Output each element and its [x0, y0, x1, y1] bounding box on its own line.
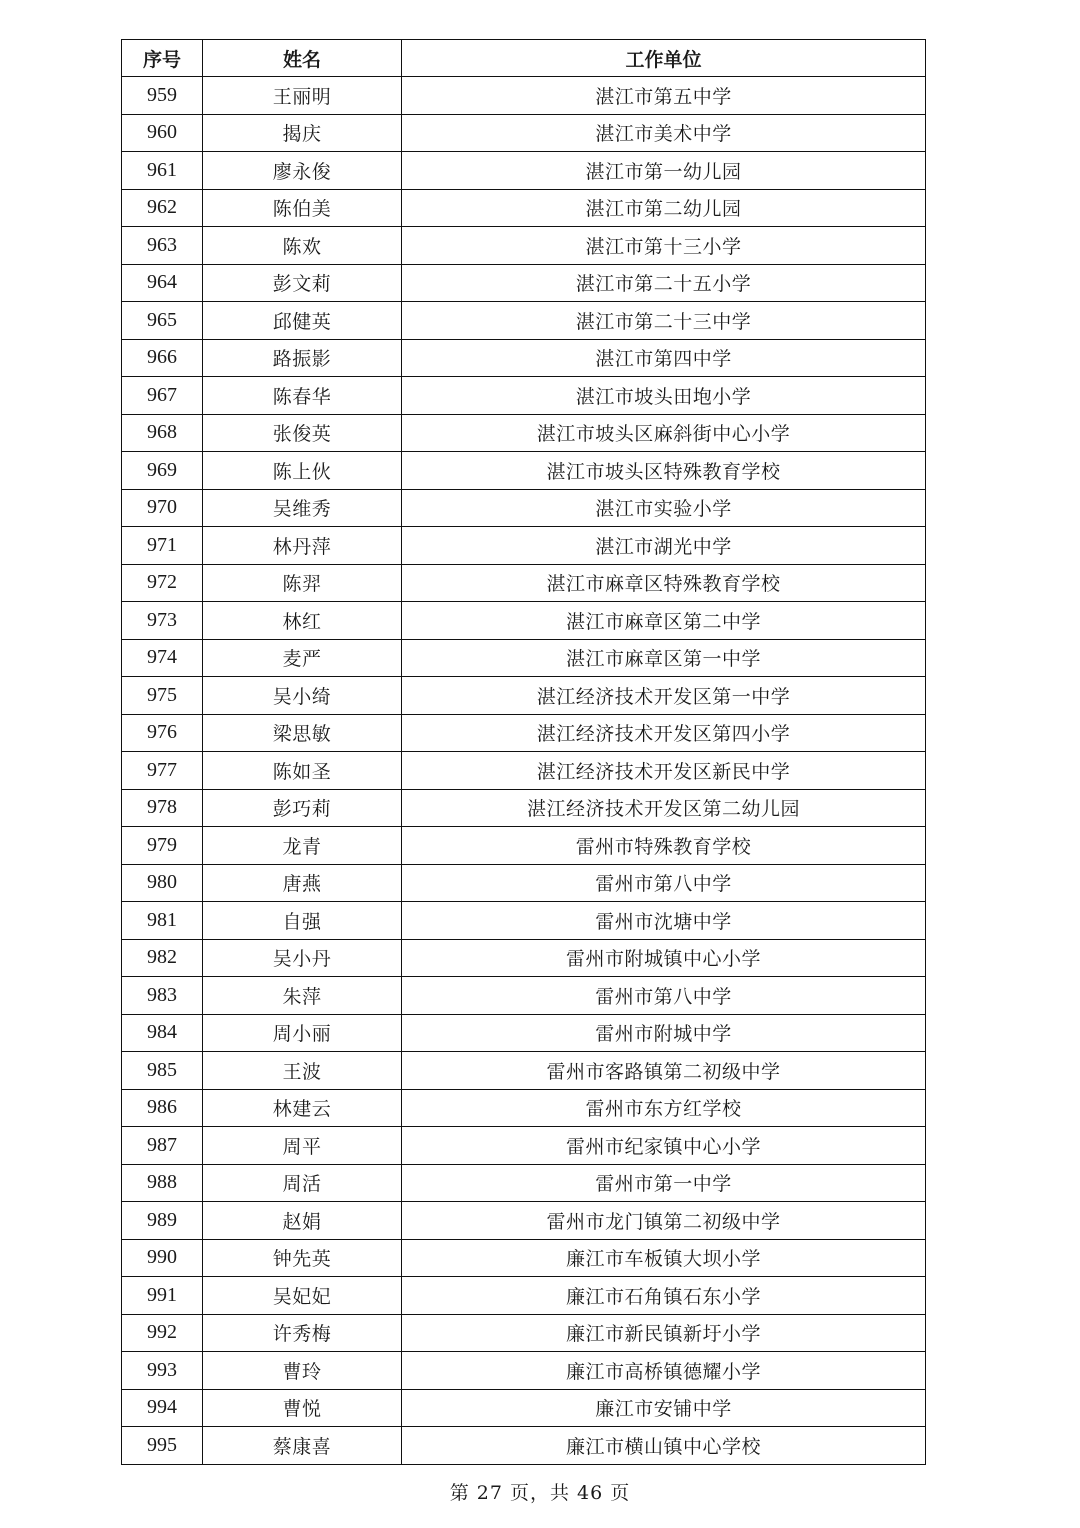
cell-workplace: 湛江经济技术开发区第四小学 — [402, 714, 926, 752]
header-workplace: 工作单位 — [402, 40, 926, 77]
header-serial-number: 序号 — [122, 40, 203, 77]
table-row — [122, 1014, 926, 1052]
cell-workplace: 雷州市第八中学 — [402, 977, 926, 1015]
table-row — [122, 1352, 926, 1390]
table-row — [122, 902, 926, 940]
cell-serial-number: 995 — [122, 1427, 203, 1465]
cell-workplace: 湛江经济技术开发区第一中学 — [402, 677, 926, 715]
cell-workplace: 湛江市坡头田垉小学 — [402, 377, 926, 415]
cell-serial-number: 962 — [122, 189, 203, 227]
cell-workplace: 雷州市第八中学 — [402, 864, 926, 902]
cell-serial-number: 964 — [122, 264, 203, 302]
cell-serial-number: 959 — [122, 77, 203, 115]
table-row — [122, 977, 926, 1015]
table-row — [122, 714, 926, 752]
cell-serial-number: 986 — [122, 1089, 203, 1127]
cell-workplace: 湛江市第四中学 — [402, 339, 926, 377]
table-body — [122, 77, 926, 1465]
cell-workplace: 廉江市车板镇大坝小学 — [402, 1239, 926, 1277]
table-row — [122, 864, 926, 902]
cell-serial-number: 966 — [122, 339, 203, 377]
cell-name: 麦严 — [203, 639, 402, 677]
cell-workplace: 湛江市第十三小学 — [402, 227, 926, 265]
table-row — [122, 527, 926, 565]
table-row — [122, 1202, 926, 1240]
table-row — [122, 1277, 926, 1315]
table-row — [122, 302, 926, 340]
cell-workplace: 雷州市沈塘中学 — [402, 902, 926, 940]
cell-serial-number: 963 — [122, 227, 203, 265]
cell-workplace: 廉江市高桥镇德耀小学 — [402, 1352, 926, 1390]
table-row — [122, 452, 926, 490]
cell-name: 彭文莉 — [203, 264, 402, 302]
cell-workplace: 廉江市横山镇中心学校 — [402, 1427, 926, 1465]
cell-name: 陈欢 — [203, 227, 402, 265]
cell-workplace: 湛江市第一幼儿园 — [402, 152, 926, 190]
cell-workplace: 湛江市麻章区第二中学 — [402, 602, 926, 640]
table-row — [122, 77, 926, 115]
table-row — [122, 377, 926, 415]
cell-workplace: 湛江经济技术开发区新民中学 — [402, 752, 926, 790]
table-row — [122, 227, 926, 265]
cell-serial-number: 970 — [122, 489, 203, 527]
table-header-row — [122, 40, 926, 77]
cell-name: 陈如圣 — [203, 752, 402, 790]
cell-workplace: 雷州市附城镇中心小学 — [402, 939, 926, 977]
cell-serial-number: 981 — [122, 902, 203, 940]
table-row — [122, 152, 926, 190]
table-row — [122, 414, 926, 452]
cell-workplace: 雷州市纪家镇中心小学 — [402, 1127, 926, 1165]
cell-name: 陈羿 — [203, 564, 402, 602]
cell-name: 彭巧莉 — [203, 789, 402, 827]
cell-name: 龙青 — [203, 827, 402, 865]
table-row — [122, 1389, 926, 1427]
cell-name: 蔡康喜 — [203, 1427, 402, 1465]
cell-name: 林红 — [203, 602, 402, 640]
table-row — [122, 939, 926, 977]
cell-serial-number: 968 — [122, 414, 203, 452]
cell-serial-number: 985 — [122, 1052, 203, 1090]
cell-name: 吴小丹 — [203, 939, 402, 977]
cell-workplace: 湛江市麻章区第一中学 — [402, 639, 926, 677]
cell-name: 王波 — [203, 1052, 402, 1090]
table-row — [122, 1127, 926, 1165]
cell-name: 赵娟 — [203, 1202, 402, 1240]
cell-name: 钟先英 — [203, 1239, 402, 1277]
cell-serial-number: 967 — [122, 377, 203, 415]
table-row — [122, 1239, 926, 1277]
cell-workplace: 廉江市安铺中学 — [402, 1389, 926, 1427]
cell-serial-number: 988 — [122, 1164, 203, 1202]
cell-serial-number: 982 — [122, 939, 203, 977]
cell-workplace: 雷州市龙门镇第二初级中学 — [402, 1202, 926, 1240]
table-row — [122, 339, 926, 377]
roster-table-container — [121, 39, 925, 1465]
cell-name: 曹悦 — [203, 1389, 402, 1427]
cell-workplace: 廉江市石角镇石东小学 — [402, 1277, 926, 1315]
cell-workplace: 湛江市麻章区特殊教育学校 — [402, 564, 926, 602]
cell-serial-number: 992 — [122, 1314, 203, 1352]
table-row — [122, 489, 926, 527]
cell-workplace: 雷州市特殊教育学校 — [402, 827, 926, 865]
cell-serial-number: 984 — [122, 1014, 203, 1052]
cell-workplace: 雷州市附城中学 — [402, 1014, 926, 1052]
table-row — [122, 677, 926, 715]
cell-name: 周平 — [203, 1127, 402, 1165]
cell-workplace: 廉江市新民镇新圩小学 — [402, 1314, 926, 1352]
cell-workplace: 湛江市坡头区特殊教育学校 — [402, 452, 926, 490]
cell-name: 陈春华 — [203, 377, 402, 415]
table-row — [122, 1314, 926, 1352]
header-name: 姓名 — [203, 40, 402, 77]
cell-workplace: 湛江市坡头区麻斜街中心小学 — [402, 414, 926, 452]
cell-name: 廖永俊 — [203, 152, 402, 190]
cell-serial-number: 961 — [122, 152, 203, 190]
cell-serial-number: 973 — [122, 602, 203, 640]
cell-name: 吴维秀 — [203, 489, 402, 527]
cell-workplace: 湛江市第二十三中学 — [402, 302, 926, 340]
cell-serial-number: 971 — [122, 527, 203, 565]
cell-workplace: 雷州市客路镇第二初级中学 — [402, 1052, 926, 1090]
cell-workplace: 湛江经济技术开发区第二幼儿园 — [402, 789, 926, 827]
cell-serial-number: 976 — [122, 714, 203, 752]
cell-serial-number: 991 — [122, 1277, 203, 1315]
cell-serial-number: 983 — [122, 977, 203, 1015]
roster-table — [121, 39, 926, 1465]
cell-name: 林丹萍 — [203, 527, 402, 565]
cell-workplace: 雷州市东方红学校 — [402, 1089, 926, 1127]
cell-name: 路振影 — [203, 339, 402, 377]
table-row — [122, 602, 926, 640]
table-row — [122, 1089, 926, 1127]
table-row — [122, 1164, 926, 1202]
cell-serial-number: 977 — [122, 752, 203, 790]
cell-name: 林建云 — [203, 1089, 402, 1127]
table-row — [122, 189, 926, 227]
cell-serial-number: 975 — [122, 677, 203, 715]
cell-serial-number: 990 — [122, 1239, 203, 1277]
cell-workplace: 湛江市美术中学 — [402, 114, 926, 152]
table-row — [122, 1052, 926, 1090]
cell-name: 邱健英 — [203, 302, 402, 340]
cell-name: 陈上伙 — [203, 452, 402, 490]
cell-serial-number: 980 — [122, 864, 203, 902]
cell-name: 张俊英 — [203, 414, 402, 452]
cell-workplace: 湛江市实验小学 — [402, 489, 926, 527]
cell-serial-number: 989 — [122, 1202, 203, 1240]
cell-name: 吴小绮 — [203, 677, 402, 715]
table-row — [122, 564, 926, 602]
cell-serial-number: 969 — [122, 452, 203, 490]
cell-name: 曹玲 — [203, 1352, 402, 1390]
cell-name: 周活 — [203, 1164, 402, 1202]
table-row — [122, 1427, 926, 1465]
cell-workplace: 湛江市第二十五小学 — [402, 264, 926, 302]
cell-name: 朱萍 — [203, 977, 402, 1015]
cell-name: 吴妃妃 — [203, 1277, 402, 1315]
cell-workplace: 雷州市第一中学 — [402, 1164, 926, 1202]
cell-name: 揭庆 — [203, 114, 402, 152]
cell-serial-number: 965 — [122, 302, 203, 340]
cell-name: 周小丽 — [203, 1014, 402, 1052]
table-row — [122, 789, 926, 827]
cell-serial-number: 972 — [122, 564, 203, 602]
cell-workplace: 湛江市第五中学 — [402, 77, 926, 115]
cell-workplace: 湛江市湖光中学 — [402, 527, 926, 565]
table-row — [122, 264, 926, 302]
cell-name: 王丽明 — [203, 77, 402, 115]
cell-serial-number: 994 — [122, 1389, 203, 1427]
cell-serial-number: 987 — [122, 1127, 203, 1165]
cell-name: 陈伯美 — [203, 189, 402, 227]
cell-serial-number: 979 — [122, 827, 203, 865]
page-footer: 第 27 页，共 46 页 — [449, 1482, 631, 1504]
table-row — [122, 827, 926, 865]
cell-serial-number: 978 — [122, 789, 203, 827]
cell-name: 唐燕 — [203, 864, 402, 902]
cell-workplace: 湛江市第二幼儿园 — [402, 189, 926, 227]
cell-name: 自强 — [203, 902, 402, 940]
cell-serial-number: 974 — [122, 639, 203, 677]
table-row — [122, 752, 926, 790]
cell-name: 梁思敏 — [203, 714, 402, 752]
cell-name: 许秀梅 — [203, 1314, 402, 1352]
table-row — [122, 114, 926, 152]
cell-serial-number: 960 — [122, 114, 203, 152]
table-row — [122, 639, 926, 677]
cell-serial-number: 993 — [122, 1352, 203, 1390]
